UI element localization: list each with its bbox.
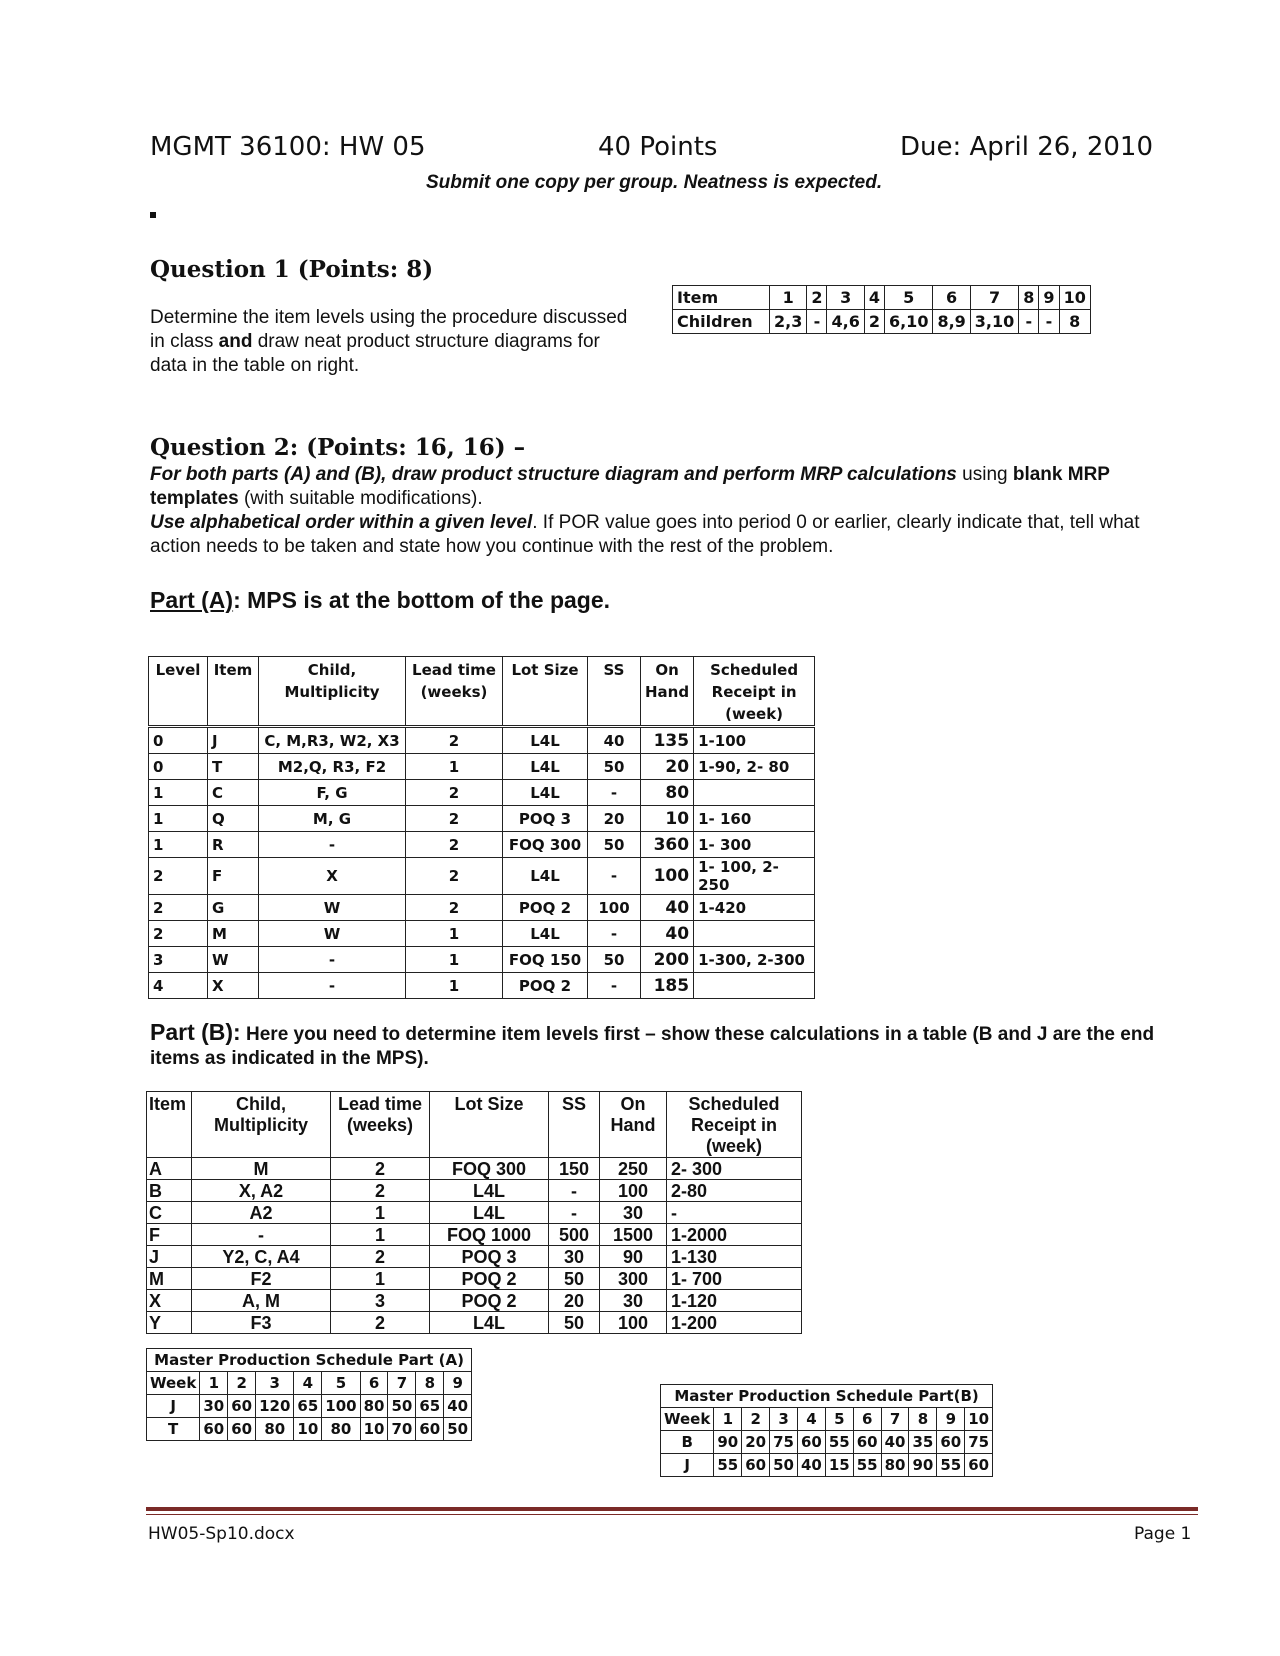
mps-value-cell: 40 [444, 1395, 472, 1418]
table-row [147, 1180, 802, 1202]
child-cell: W [259, 921, 406, 947]
table-row [147, 1290, 802, 1312]
lot-size-cell: L4L [430, 1180, 549, 1202]
lot-size-cell: POQ 2 [430, 1268, 549, 1290]
child-cell: M, G [259, 806, 406, 832]
lot-size-cell: L4L [503, 921, 588, 947]
mps-week-cell: 10 [965, 1408, 993, 1431]
item-cell: X [208, 973, 259, 999]
mps-value-cell: 40 [797, 1454, 825, 1477]
mps-week-cell: 7 [388, 1372, 416, 1395]
mps-value-cell: 55 [825, 1431, 853, 1454]
mps-value-cell: 60 [200, 1418, 228, 1441]
level-cell: 1 [149, 806, 208, 832]
mps-value-cell: 10 [294, 1418, 322, 1441]
scheduled-cell: 1-2000 [667, 1224, 802, 1246]
q1-item-cell: 8 [1019, 286, 1039, 310]
q1-item-cell: 10 [1059, 286, 1090, 310]
q2-instructions: For both parts (A) and (B), draw product structure diagram and perform MRP calculations using blank MRP templates (with suitable modifications). Use alphabetical order within a given level. If POR value goes into period 0 or earlier, clearly indicate that, tell what action needs to be taken and state how you continue with the rest of the problem. [150, 464, 1140, 557]
q1-children-cell: - [807, 310, 827, 334]
child-cell: F, G [259, 780, 406, 806]
table-row [147, 1224, 802, 1246]
q1-item-cell: 3 [827, 286, 864, 310]
mps-value-cell: 50 [388, 1395, 416, 1418]
ss-cell: - [588, 973, 641, 999]
lot-size-cell: L4L [430, 1312, 549, 1334]
lead-time-cell: 1 [331, 1202, 430, 1224]
scheduled-cell: 1- 300 [694, 832, 815, 858]
child-cell: A, M [192, 1290, 331, 1312]
lead-time-cell: 2 [331, 1246, 430, 1268]
scheduled-cell: 1-300, 2-300 [694, 947, 815, 973]
item-cell: T [208, 754, 259, 780]
mps-value-cell: 60 [965, 1454, 993, 1477]
mps-a-table [146, 1348, 472, 1441]
table-row [149, 895, 815, 921]
item-cell: F [208, 858, 259, 895]
ss-cell: - [588, 780, 641, 806]
lot-size-cell: L4L [503, 727, 588, 754]
col-lead-time: Lead time (weeks) [331, 1092, 430, 1158]
child-cell: X [259, 858, 406, 895]
mps-value-cell: 50 [444, 1418, 472, 1441]
level-cell: 2 [149, 895, 208, 921]
col-lot-size: Lot Size [503, 657, 588, 727]
footer-filename: HW05-Sp10.docx [148, 1524, 295, 1544]
item-cell: Y [147, 1312, 192, 1334]
mps-value-cell: 60 [228, 1395, 256, 1418]
mps-value-cell: 80 [256, 1418, 294, 1441]
lot-size-cell: L4L [503, 780, 588, 806]
mps-value-cell: 80 [360, 1395, 388, 1418]
on-hand-cell: 100 [600, 1312, 667, 1334]
item-cell: G [208, 895, 259, 921]
mps-value-cell: 55 [714, 1454, 742, 1477]
mps-a-title: Master Production Schedule Part (A) [147, 1349, 472, 1372]
lead-time-cell: 3 [331, 1290, 430, 1312]
mps-value-cell: 90 [909, 1454, 937, 1477]
lead-time-cell: 2 [331, 1180, 430, 1202]
child-cell: F2 [192, 1268, 331, 1290]
q1-children-cell: - [1039, 310, 1059, 334]
scheduled-cell: 1-130 [667, 1246, 802, 1268]
q1-children-table [672, 285, 1091, 334]
scheduled-cell: 1-120 [667, 1290, 802, 1312]
mps-value-cell: 60 [416, 1418, 444, 1441]
mps-value-cell: 75 [770, 1431, 798, 1454]
points-label: 40 Points [598, 132, 718, 162]
q1-item-cell: 1 [770, 286, 807, 310]
scheduled-cell: - [667, 1202, 802, 1224]
mps-value-cell: 70 [388, 1418, 416, 1441]
q1-children-cell: 4,6 [827, 310, 864, 334]
scheduled-cell: 2-80 [667, 1180, 802, 1202]
ss-cell: 50 [588, 832, 641, 858]
mps-value-cell: 50 [770, 1454, 798, 1477]
part-a-title: Part (A): MPS is at the bottom of the page. [150, 587, 611, 613]
mps-value-cell: 80 [322, 1418, 360, 1441]
scheduled-cell: 2- 300 [667, 1158, 802, 1180]
child-cell: C, M,R3, W2, X3 [259, 727, 406, 754]
lot-size-cell: L4L [503, 858, 588, 895]
ss-cell: 50 [549, 1268, 600, 1290]
item-cell: A [147, 1158, 192, 1180]
on-hand-cell: 100 [641, 858, 694, 895]
mps-value-cell: 60 [853, 1431, 881, 1454]
table-row [149, 806, 815, 832]
level-cell: 0 [149, 727, 208, 754]
on-hand-cell: 185 [641, 973, 694, 999]
col-lot-size: Lot Size [430, 1092, 549, 1158]
child-cell: A2 [192, 1202, 331, 1224]
mps-b-table [660, 1384, 993, 1477]
ss-cell: - [549, 1202, 600, 1224]
mps-week-cell: 3 [256, 1372, 294, 1395]
mps-week-cell: 1 [714, 1408, 742, 1431]
child-cell: - [259, 832, 406, 858]
lead-time-cell: 2 [406, 858, 503, 895]
col-scheduled: Scheduled Receipt in (week) [694, 657, 815, 727]
item-cell: X [147, 1290, 192, 1312]
ss-cell: 30 [549, 1246, 600, 1268]
table-row [147, 1312, 802, 1334]
item-cell: C [147, 1202, 192, 1224]
mps-week-cell: 4 [294, 1372, 322, 1395]
q1-children-cell: 8 [1059, 310, 1090, 334]
on-hand-cell: 90 [600, 1246, 667, 1268]
lead-time-cell: 1 [406, 754, 503, 780]
mps-value-cell: 40 [881, 1431, 909, 1454]
col-item: Item [208, 657, 259, 727]
part-b-title: Part (B): Here you need to determine item levels first – show these calculations in a table (B and J are the end items as indicated in the MPS). [150, 1019, 1155, 1069]
on-hand-cell: 300 [600, 1268, 667, 1290]
table-row [149, 780, 815, 806]
part-a-table [148, 656, 815, 999]
mps-value-cell: 30 [200, 1395, 228, 1418]
q1-item-cell: 2 [807, 286, 827, 310]
footer-page: Page 1 [1134, 1524, 1192, 1544]
table-row [149, 727, 815, 754]
on-hand-cell: 200 [641, 947, 694, 973]
q1-item-cell: 6 [933, 286, 970, 310]
child-cell: M2,Q, R3, F2 [259, 754, 406, 780]
ss-cell: 100 [588, 895, 641, 921]
mps-value-cell: 10 [360, 1418, 388, 1441]
mps-value-cell: 20 [742, 1431, 770, 1454]
lot-size-cell: POQ 2 [503, 973, 588, 999]
mps-week-cell: 4 [797, 1408, 825, 1431]
mps-week-cell: 8 [909, 1408, 937, 1431]
mps-week-cell: 5 [322, 1372, 360, 1395]
on-hand-cell: 30 [600, 1290, 667, 1312]
lead-time-cell: 1 [406, 921, 503, 947]
ss-cell: 20 [549, 1290, 600, 1312]
lot-size-cell: FOQ 150 [503, 947, 588, 973]
lot-size-cell: POQ 2 [503, 895, 588, 921]
mps-b-title: Master Production Schedule Part(B) [661, 1385, 993, 1408]
table-row [147, 1268, 802, 1290]
due-date: Due: April 26, 2010 [900, 132, 1153, 162]
item-cell: C [208, 780, 259, 806]
mps-week-cell: 6 [360, 1372, 388, 1395]
on-hand-cell: 1500 [600, 1224, 667, 1246]
child-cell: X, A2 [192, 1180, 331, 1202]
on-hand-cell: 135 [641, 727, 694, 754]
table-row [147, 1246, 802, 1268]
mps-week-cell: 7 [881, 1408, 909, 1431]
col-scheduled: Scheduled Receipt in (week) [667, 1092, 802, 1158]
child-cell: F3 [192, 1312, 331, 1334]
table-row [149, 832, 815, 858]
col-ss: SS [588, 657, 641, 727]
table-row [149, 921, 815, 947]
mps-value-cell: 120 [256, 1395, 294, 1418]
item-cell: J [147, 1246, 192, 1268]
ss-cell: - [549, 1180, 600, 1202]
table-row [149, 754, 815, 780]
child-cell: Y2, C, A4 [192, 1246, 331, 1268]
lot-size-cell: L4L [503, 754, 588, 780]
mps-item-cell: T [147, 1418, 200, 1441]
lead-time-cell: 2 [406, 895, 503, 921]
mps-value-cell: 60 [742, 1454, 770, 1477]
mps-week-label: Week [661, 1408, 714, 1431]
on-hand-cell: 80 [641, 780, 694, 806]
lead-time-cell: 2 [331, 1158, 430, 1180]
mps-value-cell: 55 [853, 1454, 881, 1477]
scheduled-cell: 1- 100, 2- 250 [694, 858, 815, 895]
on-hand-cell: 20 [641, 754, 694, 780]
level-cell: 0 [149, 754, 208, 780]
mps-item-cell: J [147, 1395, 200, 1418]
q1-row-label: Item [673, 286, 770, 310]
level-cell: 2 [149, 858, 208, 895]
item-cell: J [208, 727, 259, 754]
q1-children-cell: - [1019, 310, 1039, 334]
footer-rule-thin [146, 1514, 1198, 1515]
on-hand-cell: 40 [641, 921, 694, 947]
q1-item-cell: 7 [970, 286, 1018, 310]
lead-time-cell: 2 [406, 780, 503, 806]
col-on-hand: On Hand [600, 1092, 667, 1158]
mps-value-cell: 55 [937, 1454, 965, 1477]
ss-cell: 20 [588, 806, 641, 832]
col-level: Level [149, 657, 208, 727]
lead-time-cell: 1 [331, 1268, 430, 1290]
on-hand-cell: 250 [600, 1158, 667, 1180]
on-hand-cell: 40 [641, 895, 694, 921]
mps-week-cell: 5 [825, 1408, 853, 1431]
lead-time-cell: 1 [406, 947, 503, 973]
child-cell: - [259, 973, 406, 999]
ss-cell: - [588, 858, 641, 895]
mps-week-cell: 2 [742, 1408, 770, 1431]
lead-time-cell: 2 [331, 1312, 430, 1334]
mps-value-cell: 65 [294, 1395, 322, 1418]
ss-cell: 50 [588, 754, 641, 780]
level-cell: 2 [149, 921, 208, 947]
mps-value-cell: 35 [909, 1431, 937, 1454]
scheduled-cell: 1-100 [694, 727, 815, 754]
mps-value-cell: 15 [825, 1454, 853, 1477]
bullet-mark [150, 212, 156, 218]
lead-time-cell: 1 [331, 1224, 430, 1246]
mps-week-cell: 1 [200, 1372, 228, 1395]
item-cell: W [208, 947, 259, 973]
lead-time-cell: 2 [406, 727, 503, 754]
item-cell: M [147, 1268, 192, 1290]
child-cell: - [192, 1224, 331, 1246]
level-cell: 4 [149, 973, 208, 999]
scheduled-cell: 1- 700 [667, 1268, 802, 1290]
col-on-hand: On Hand [641, 657, 694, 727]
mps-week-cell: 9 [444, 1372, 472, 1395]
mps-value-cell: 65 [416, 1395, 444, 1418]
scheduled-cell [694, 780, 815, 806]
mps-item-cell: B [661, 1431, 714, 1454]
submit-note: Submit one copy per group. Neatness is expected. [426, 172, 883, 193]
scheduled-cell: 1-90, 2- 80 [694, 754, 815, 780]
level-cell: 3 [149, 947, 208, 973]
table-row [147, 1158, 802, 1180]
scheduled-cell: 1- 160 [694, 806, 815, 832]
mps-value-cell: 80 [881, 1454, 909, 1477]
table-row [147, 1202, 802, 1224]
q1-item-cell: 9 [1039, 286, 1059, 310]
ss-cell: 50 [549, 1312, 600, 1334]
lot-size-cell: FOQ 1000 [430, 1224, 549, 1246]
q1-children-cell: 8,9 [933, 310, 970, 334]
item-cell: B [147, 1180, 192, 1202]
item-cell: Q [208, 806, 259, 832]
mps-value-cell: 90 [714, 1431, 742, 1454]
q1-item-cell: 4 [864, 286, 884, 310]
mps-value-cell: 60 [797, 1431, 825, 1454]
col-child: Child, Multiplicity [259, 657, 406, 727]
mps-item-cell: J [661, 1454, 714, 1477]
q1-children-cell: 6,10 [884, 310, 932, 334]
child-cell: W [259, 895, 406, 921]
mps-week-cell: 3 [770, 1408, 798, 1431]
level-cell: 1 [149, 832, 208, 858]
q1-text: Determine the item levels using the procedure discussed in class and draw neat product structure diagrams for data in the table on right. [150, 307, 628, 376]
q1-children-cell: 3,10 [970, 310, 1018, 334]
scheduled-cell [694, 921, 815, 947]
item-cell: R [208, 832, 259, 858]
ss-cell: 500 [549, 1224, 600, 1246]
item-cell: M [208, 921, 259, 947]
lot-size-cell: FOQ 300 [503, 832, 588, 858]
mps-week-cell: 6 [853, 1408, 881, 1431]
col-item: Item [147, 1092, 192, 1158]
scheduled-cell [694, 973, 815, 999]
q1-heading: Question 1 (Points: 8) [150, 256, 434, 283]
mps-week-cell: 2 [228, 1372, 256, 1395]
mps-week-label: Week [147, 1372, 200, 1395]
scheduled-cell: 1-200 [667, 1312, 802, 1334]
lead-time-cell: 2 [406, 832, 503, 858]
on-hand-cell: 100 [600, 1180, 667, 1202]
ss-cell: - [588, 921, 641, 947]
on-hand-cell: 360 [641, 832, 694, 858]
part-b-table [146, 1091, 802, 1334]
table-row [149, 858, 815, 895]
course-title: MGMT 36100: HW 05 [150, 132, 426, 162]
lot-size-cell: POQ 2 [430, 1290, 549, 1312]
ss-cell: 40 [588, 727, 641, 754]
q2-heading: Question 2: (Points: 16, 16) – [150, 434, 526, 461]
q1-row-label: Children [673, 310, 770, 334]
mps-value-cell: 100 [322, 1395, 360, 1418]
mps-value-cell: 75 [965, 1431, 993, 1454]
on-hand-cell: 10 [641, 806, 694, 832]
mps-week-cell: 8 [416, 1372, 444, 1395]
lead-time-cell: 1 [406, 973, 503, 999]
col-ss: SS [549, 1092, 600, 1158]
mps-value-cell: 60 [228, 1418, 256, 1441]
footer-rule [146, 1507, 1198, 1511]
lot-size-cell: POQ 3 [503, 806, 588, 832]
level-cell: 1 [149, 780, 208, 806]
q1-children-cell: 2,3 [770, 310, 807, 334]
scheduled-cell: 1-420 [694, 895, 815, 921]
mps-value-cell: 60 [937, 1431, 965, 1454]
on-hand-cell: 30 [600, 1202, 667, 1224]
child-cell: - [259, 947, 406, 973]
table-row [149, 973, 815, 999]
ss-cell: 50 [588, 947, 641, 973]
lot-size-cell: L4L [430, 1202, 549, 1224]
q1-children-cell: 2 [864, 310, 884, 334]
lot-size-cell: FOQ 300 [430, 1158, 549, 1180]
child-cell: M [192, 1158, 331, 1180]
ss-cell: 150 [549, 1158, 600, 1180]
mps-week-cell: 9 [937, 1408, 965, 1431]
lead-time-cell: 2 [406, 806, 503, 832]
table-row [149, 947, 815, 973]
col-child: Child, Multiplicity [192, 1092, 331, 1158]
col-lead-time: Lead time (weeks) [406, 657, 503, 727]
item-cell: F [147, 1224, 192, 1246]
lot-size-cell: POQ 3 [430, 1246, 549, 1268]
q1-item-cell: 5 [884, 286, 932, 310]
